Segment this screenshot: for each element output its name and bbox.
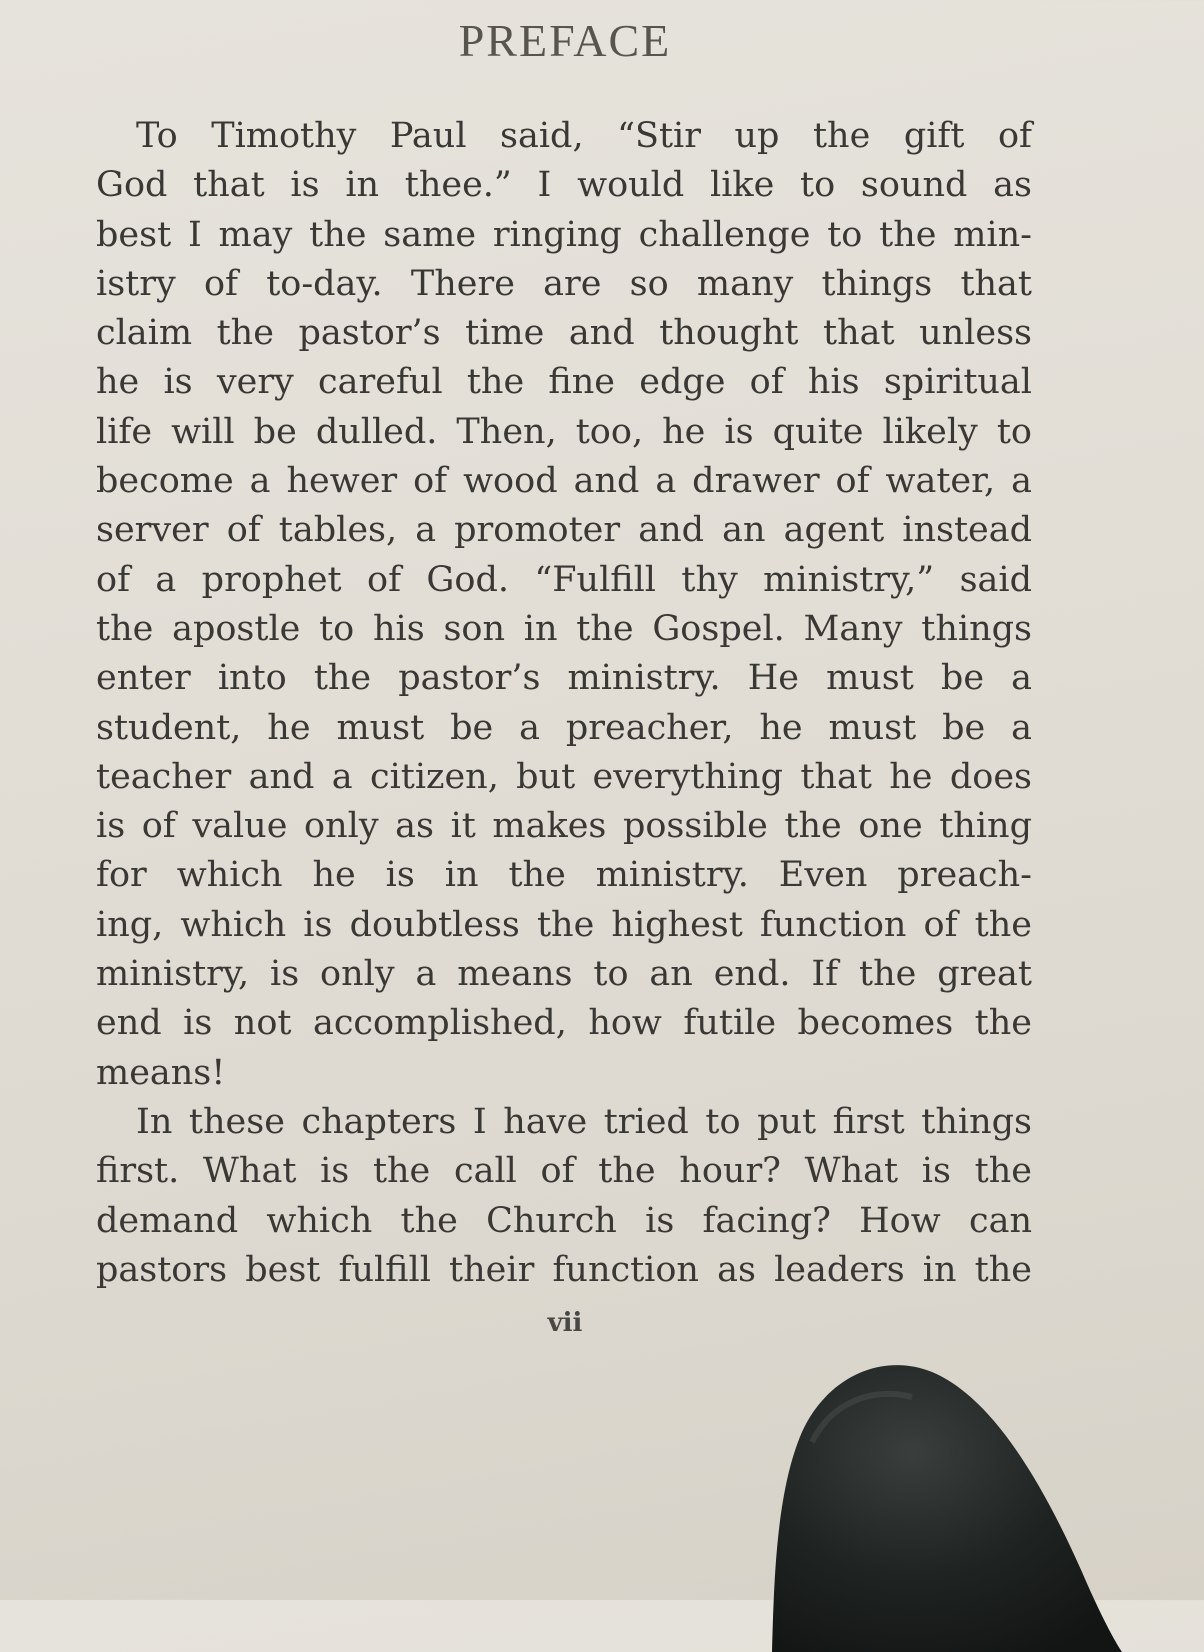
text-line: demand which the Church is facing? How can <box>96 1200 1032 1241</box>
text-line: istry of to-day. There are so many things that <box>96 263 1032 304</box>
page-number: vii <box>547 1308 583 1338</box>
text-line: become a hewer of wood and a drawer of water, a <box>96 461 1032 502</box>
text-line: student, he must be a preacher, he must be a <box>96 707 1032 748</box>
text-line: teacher and a citizen, but everything that he does <box>96 756 1032 797</box>
text-line: end is not accomplished, how futile becomes the <box>96 1003 1032 1044</box>
text-line: To Timothy Paul said, “Stir up the gift of <box>136 116 1032 156</box>
text-line: the apostle to his son in the Gospel. Many things <box>96 608 1032 649</box>
text-line: for which he is in the ministry. Even preach- <box>96 855 1032 896</box>
text-line: ing, which is doubtless the highest function of the <box>96 904 1032 945</box>
text-line: life will be dulled. Then, too, he is quite likely to <box>96 411 1032 452</box>
text-line: claim the pastor’s time and thought that unless <box>96 313 1032 354</box>
text-line: ministry, is only a means to an end. If the great <box>96 954 1032 995</box>
body-text <box>96 112 1032 1295</box>
text-line: first. What is the call of the hour? What is the <box>96 1151 1032 1192</box>
text-line: means! <box>96 1052 226 1093</box>
text-line: enter into the pastor’s ministry. He must be a <box>96 658 1032 699</box>
page-title: PREFACE <box>458 15 672 66</box>
text-line: In these chapters I have tried to put first things <box>136 1101 1032 1142</box>
text-line: is of value only as it makes possible the one thing <box>96 806 1032 847</box>
text-line: he is very careful the fine edge of his spiritual <box>96 362 1032 403</box>
text-line: server of tables, a promoter and an agent instead <box>96 510 1032 551</box>
text-line: of a prophet of God. “Fulfill thy ministry,” said <box>96 559 1032 600</box>
thumb-shadow <box>772 1352 1132 1652</box>
text-line: God that is in thee.” I would like to sound as <box>96 165 1032 206</box>
text-line: best I may the same ringing challenge to the min- <box>96 214 1032 255</box>
text-line: pastors best fulfill their function as leaders in the <box>96 1249 1032 1290</box>
